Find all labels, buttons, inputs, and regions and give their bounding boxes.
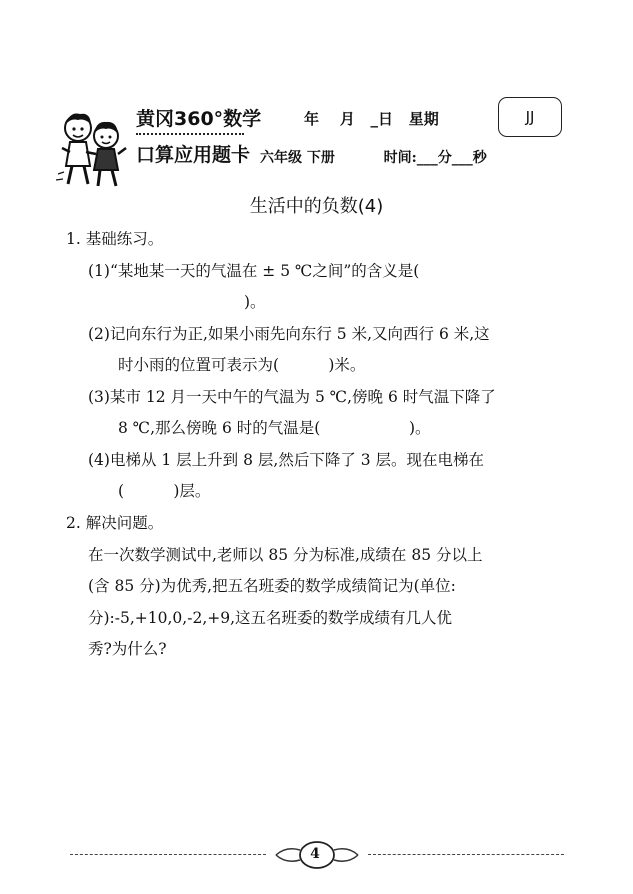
cartoon-kids-logo bbox=[56, 108, 128, 190]
problem-line3: 分):-5,+10,0,-2,+9,这五名班委的数学成绩有几人优 bbox=[88, 609, 453, 627]
footer-right-rule bbox=[368, 854, 564, 855]
page-title: 生活中的负数(4) bbox=[249, 196, 384, 217]
question3-line1: (3)某市 12 月一天中午的气温为 5 ℃,傍晚 6 时气温下降了 bbox=[88, 388, 496, 406]
date-fields: 年 月 _日 星期 bbox=[304, 110, 439, 128]
brand-divider bbox=[136, 133, 244, 135]
page-number: 4 bbox=[310, 846, 320, 862]
grade-and-time: 六年级 下册 时间:___分___秒 bbox=[260, 150, 487, 166]
section1-heading: 1. 基础练习。 bbox=[66, 230, 164, 248]
question2-line2: 时小雨的位置可表示为( )米。 bbox=[118, 356, 366, 374]
question3-line2: 8 ℃,那么傍晚 6 时的气温是( )。 bbox=[118, 419, 431, 437]
problem-line4: 秀?为什么? bbox=[88, 640, 167, 658]
problem-line1: 在一次数学测试中,老师以 85 分为标准,成绩在 85 分以上 bbox=[88, 546, 483, 564]
brand-title: 黄冈360°数学 bbox=[136, 108, 262, 130]
question1-line2: )。 bbox=[244, 293, 266, 311]
page-header bbox=[0, 0, 633, 190]
question4-line2: ( )层。 bbox=[118, 482, 211, 500]
question4-line1: (4)电梯从 1 层上升到 8 层,然后下降了 3 层。现在电梯在 bbox=[88, 451, 485, 469]
footer-left-rule bbox=[70, 854, 266, 855]
brand-subtitle: 口算应用题卡 bbox=[136, 144, 251, 166]
question2-line1: (2)记向东行为正,如果小雨先向东行 5 米,又向西行 6 米,这 bbox=[88, 325, 490, 343]
edition-code-badge: JJ bbox=[498, 97, 562, 137]
section2-heading: 2. 解决问题。 bbox=[66, 514, 164, 532]
question1-line1: (1)“某地某一天的气温在 ± 5 ℃之间”的含义是( bbox=[88, 262, 420, 280]
problem-line2: (含 85 分)为优秀,把五名班委的数学成绩简记为(单位: bbox=[88, 577, 456, 595]
